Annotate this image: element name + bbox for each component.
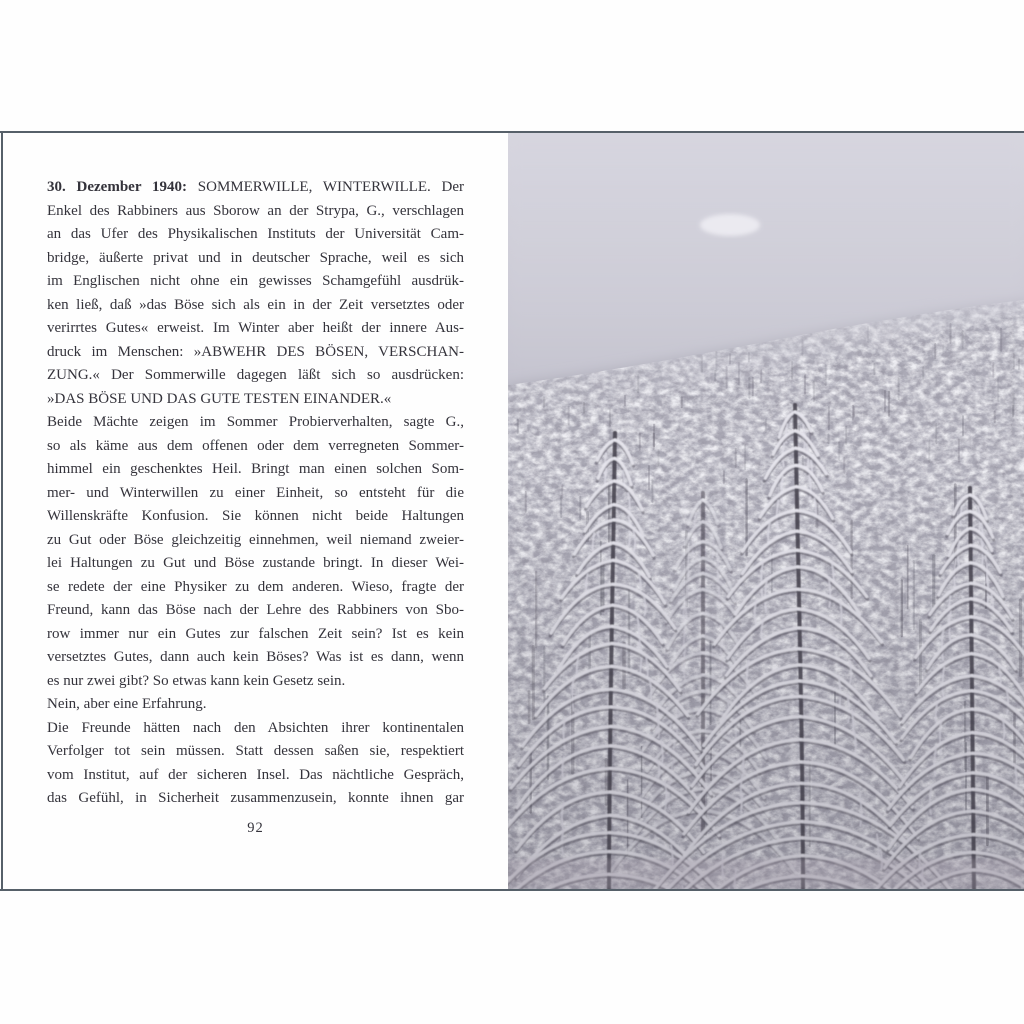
text-line: an das Ufer des Physikalischen Instituts der Universität Cam-: [47, 226, 464, 242]
text-line: vom Institut, auf der sicheren Insel. Das nächtliche Gespräch,: [47, 766, 464, 783]
text-line: Willenskräfte Konfusion. Sie können nicht beide Haltungen: [47, 508, 464, 524]
text-line: se redete der eine Physiker zu dem anderen. Wieso, fragte der: [47, 578, 464, 595]
text-line: es nur zwei gibt? So etwas kann kein Gesetz sein.: [47, 672, 346, 689]
text-line: Beide Mächte zeigen im Sommer Probierverhalten, sagte G.,: [47, 414, 464, 430]
photo-bottom-shade: [508, 133, 1024, 889]
date-heading: 30. Dezember 1940:: [47, 179, 187, 195]
text-line: mer- und Winterwillen zu einer Einheit, so entsteht für die: [47, 484, 464, 501]
text-line: Die Freunde hätten nach den Absichten ihrer kontinentalen: [47, 719, 464, 736]
forest-photo: [508, 133, 1024, 889]
text-line: [47, 176, 464, 200]
text-line: so als käme aus dem offenen oder dem verregneten Sommer-: [47, 437, 464, 454]
text-line: versetztes Gutes, dann auch kein Böses? Was ist es dann, wenn: [47, 649, 464, 665]
text-line-rest: SOMMERWILLE, WINTERWILLE. Der: [197, 179, 464, 195]
text-line: im Englischen nicht ohne ein gewisses Schamgefühl ausdrük-: [47, 273, 464, 289]
text-line: ZUNG.« Der Sommerwille dagegen läßt sich so ausdrücken:: [47, 367, 464, 383]
text-line: druck im Menschen: »ABWEHR DES BÖSEN, VERSCHAN-: [47, 343, 464, 360]
page-frame-left-rule: [1, 131, 3, 891]
text-line: verirrtes Gutes« erweist. Im Winter aber heißt der innere Aus-: [47, 320, 464, 336]
text-line: zu Gut oder Böse gleichzeitig einnehmen, weil niemand zweier-: [47, 531, 464, 548]
text-line: bridge, äußerte privat und in deutscher Sprache, weil es sich: [47, 249, 464, 266]
left-page-text-column: [47, 176, 464, 811]
text-line: Enkel des Rabbiners aus Sborow an der Strypa, G., verschlagen: [47, 202, 464, 219]
text-line: Nein, aber eine Erfahrung.: [47, 696, 207, 712]
forest-photo-svg: [508, 133, 1024, 889]
text-line: himmel ein geschenktes Heil. Bringt man einen solchen Som-: [47, 461, 464, 477]
text-line: Verfolger tot sein müssen. Statt dessen saßen sie, respektiert: [47, 743, 464, 759]
page-frame-bottom-rule: [0, 889, 1024, 891]
text-line: »DAS BÖSE UND DAS GUTE TESTEN EINANDER.«: [47, 390, 392, 407]
text-line: ken ließ, daß »das Böse sich als ein in der Zeit versetztes oder: [47, 296, 464, 313]
page-number: 92: [247, 820, 264, 836]
text-line: Freund, kann das Böse nach der Lehre des Rabbiners von Sbo-: [47, 602, 464, 618]
text-line: lei Haltungen zu Gut und Böse zustande bringt. In dieser Wei-: [47, 555, 464, 571]
text-line: row immer nur ein Gutes zur falschen Zeit sein? Ist es kein: [47, 625, 464, 642]
text-line: das Gefühl, in Sicherheit zusammenzusein, konnte ihnen gar: [47, 790, 464, 806]
